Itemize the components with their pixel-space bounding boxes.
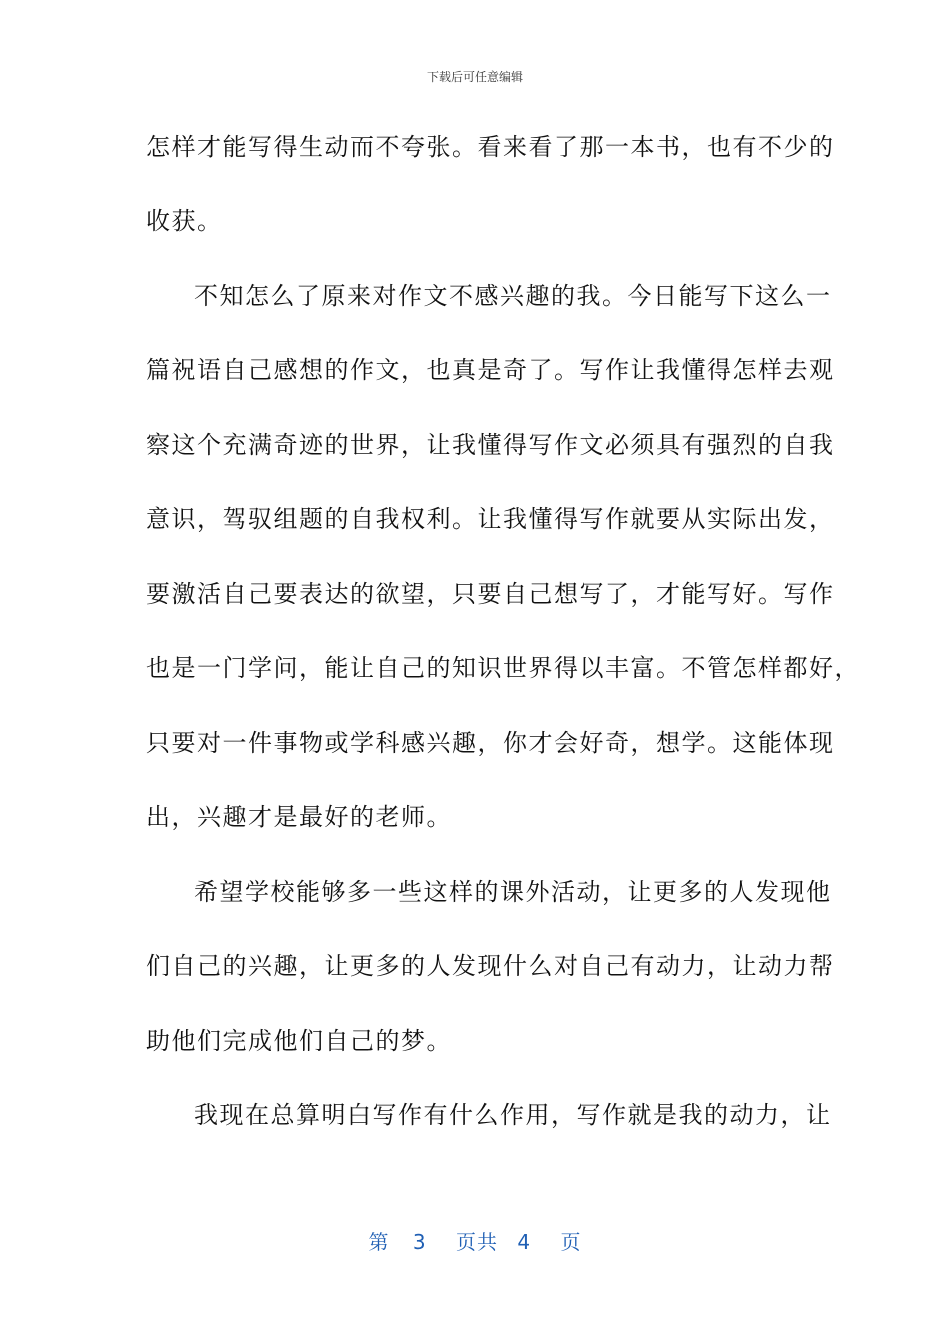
paragraph-start-line: 我现在总算明白写作有什么作用，写作就是我的动力，让 [194, 1101, 832, 1129]
paragraph-start-line: 不知怎么了原来对作文不感兴趣的我。今日能写下这么一 [194, 282, 832, 310]
text-line: 意识，驾驭组题的自我权利。让我懂得写作就要从实际出发， [146, 505, 835, 533]
text-line: 助他们完成他们自己的梦。 [146, 1027, 452, 1055]
text-line: 出，兴趣才是最好的老师。 [146, 803, 452, 831]
paragraph-start-line: 希望学校能够多一些这样的课外活动，让更多的人发现他 [194, 878, 832, 906]
footer-label-suffix: 页 [560, 1230, 582, 1254]
text-line: 们自己的兴趣，让更多的人发现什么对自己有动力，让动力帮 [146, 952, 835, 980]
text-line: 篇祝语自己感想的作文，也真是奇了。写作让我懂得怎样去观 [146, 356, 835, 384]
text-line: 怎样才能写得生动而不夸张。看来看了那一本书，也有不少的 [146, 133, 835, 161]
text-line: 只要对一件事物或学科感兴趣，你才会好奇，想学。这能体现 [146, 729, 835, 757]
text-line: 收获。 [146, 207, 223, 235]
text-line: 要激活自己要表达的欲望，只要自己想写了，才能写好。写作 [146, 580, 835, 608]
text-line: 察这个充满奇迹的世界，让我懂得写作文必须具有强烈的自我 [146, 431, 835, 459]
footer-label-prefix: 第 [368, 1230, 390, 1254]
page-header-note: 下载后可任意编辑 [426, 70, 523, 84]
footer-total-pages: 4 [517, 1230, 532, 1254]
text-line: 也是一门学问，能让自己的知识世界得以丰富。不管怎样都好， [146, 654, 860, 682]
page-footer [0, 1226, 950, 1255]
footer-label-mid: 页共 [456, 1230, 498, 1254]
footer-current-page: 3 [412, 1230, 427, 1254]
